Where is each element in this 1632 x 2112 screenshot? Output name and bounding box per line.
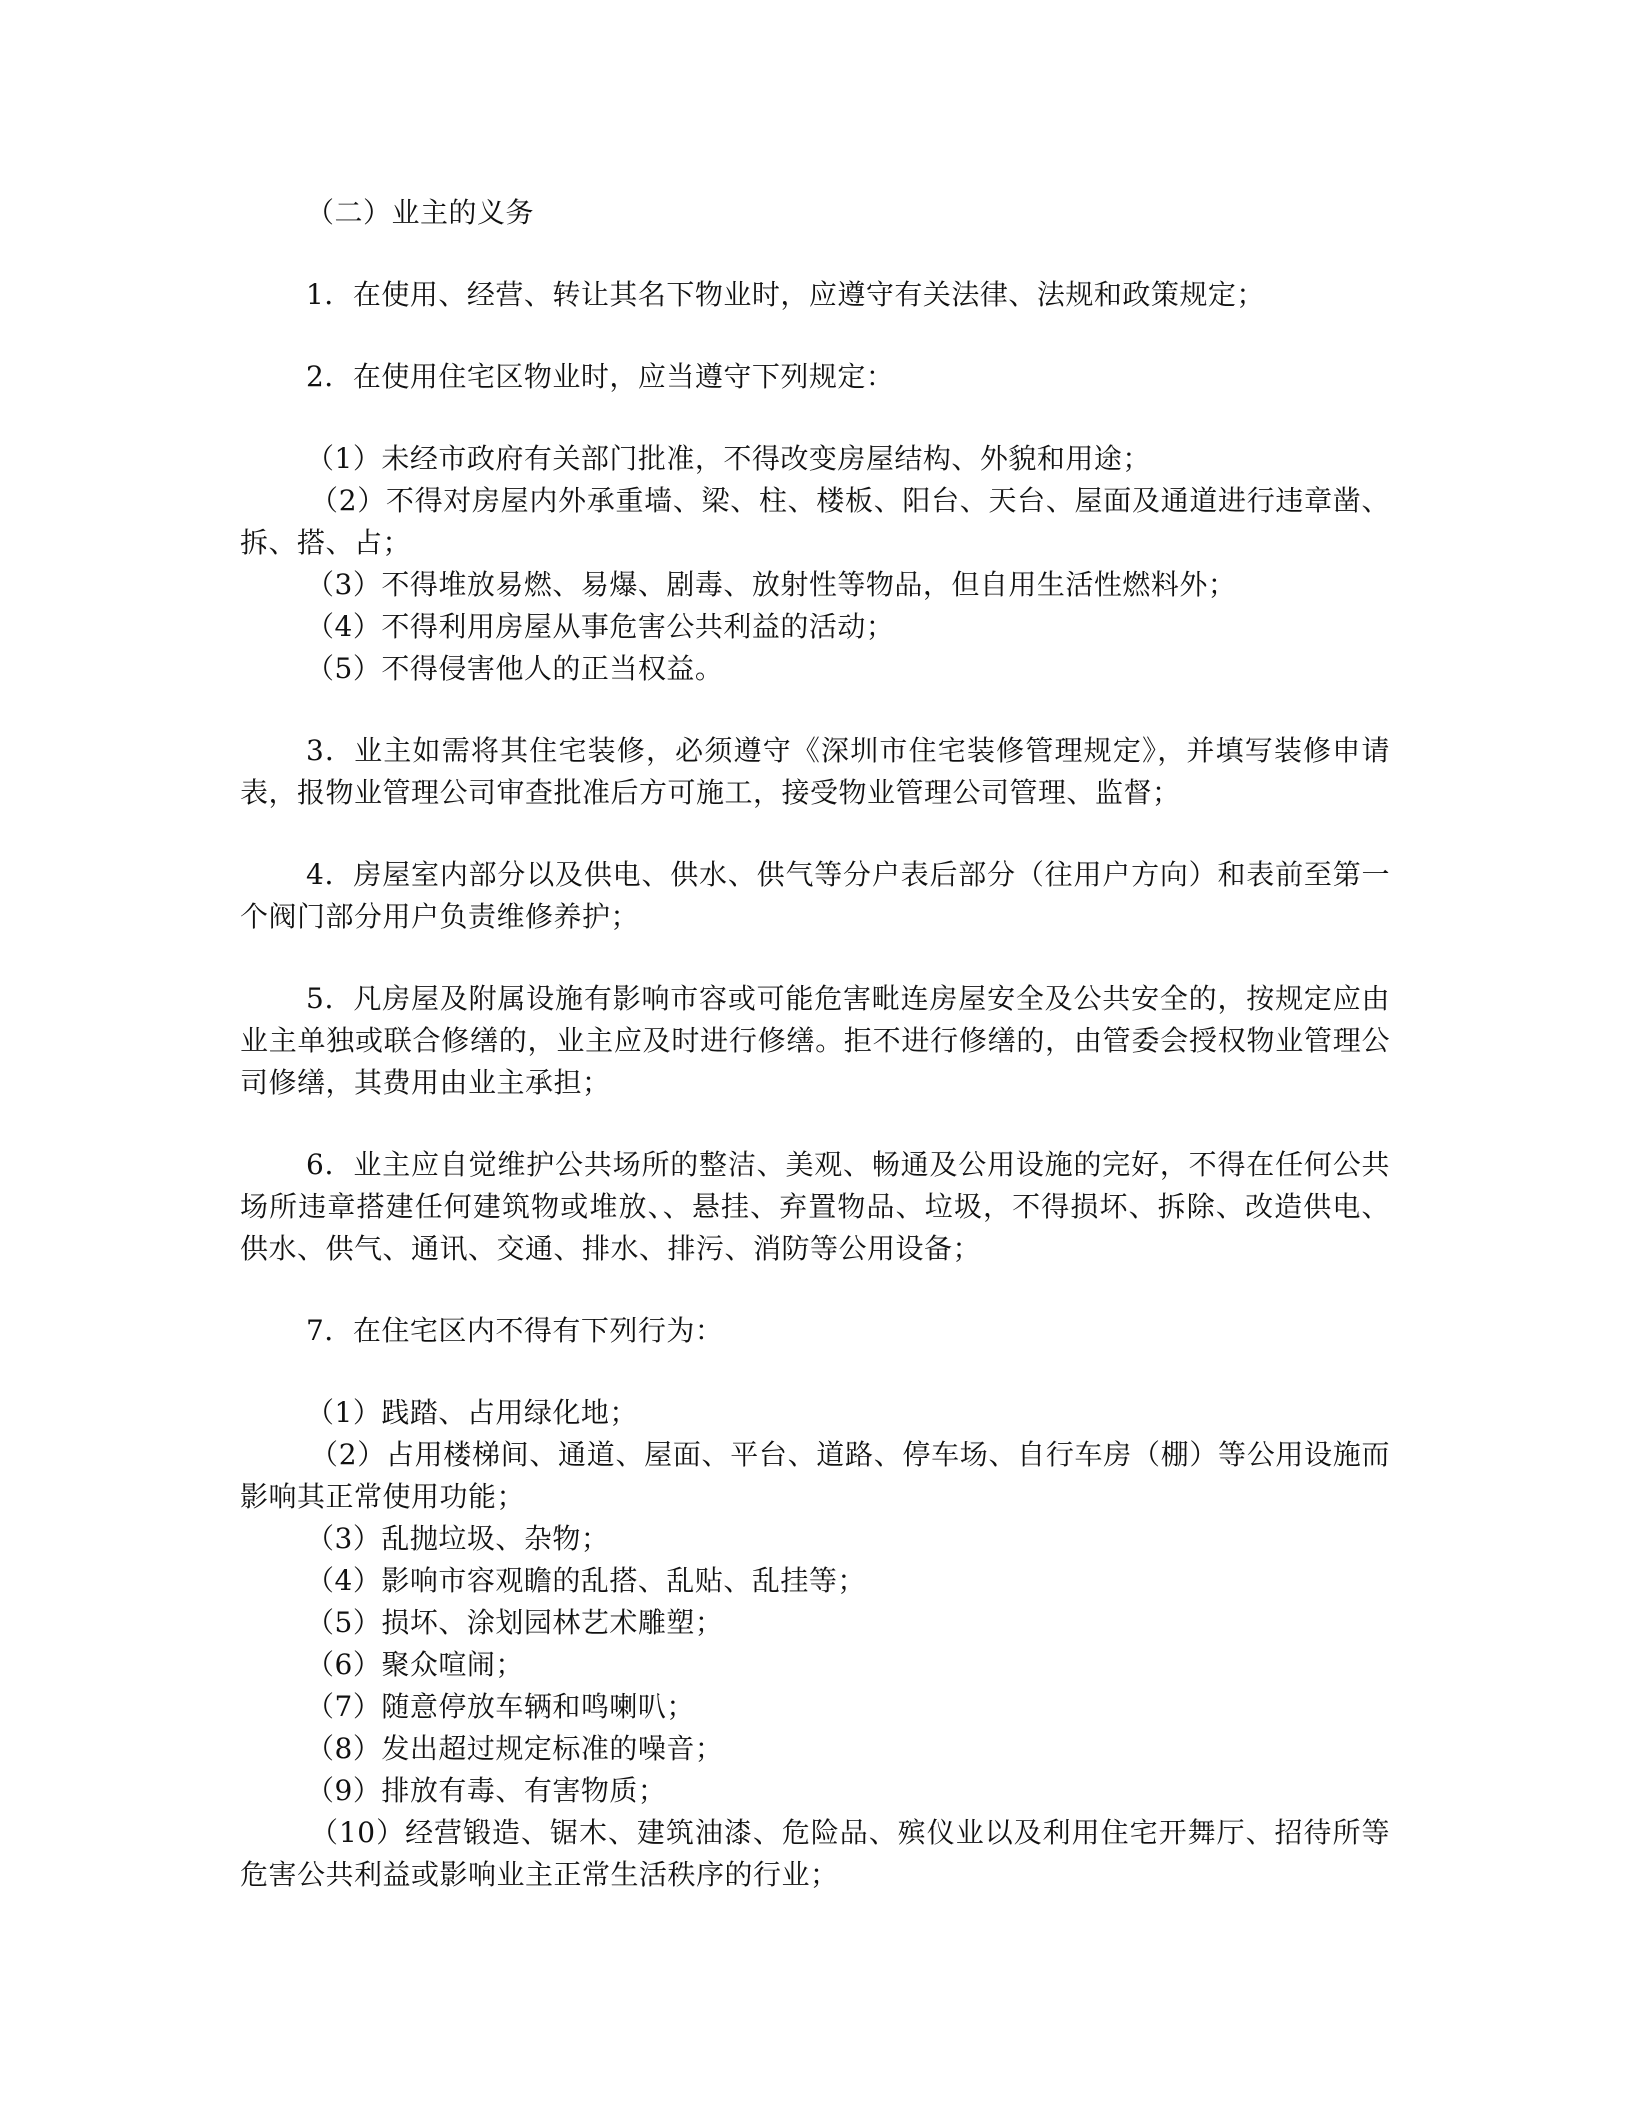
obligation-item-7-sub-2: （2）占用楼梯间、通道、屋面、平台、道路、停车场、自行车房（棚）等公用设施而影响其正常使用功能； (240, 1438, 1390, 1513)
obligation-item-4: 4．房屋室内部分以及供电、供水、供气等分户表后部分（往用户方向）和表前至第一个阀门部分用户负责维修养护； (240, 858, 1390, 933)
obligation-item-1: 1．在使用、经营、转让其名下物业时，应遵守有关法律、法规和政策规定； (306, 278, 1265, 311)
obligation-item-7-sub-9: （9）排放有毒、有害物质； (306, 1774, 667, 1807)
obligation-item-2-sub-3: （3）不得堆放易燃、易爆、剧毒、放射性等物品，但自用生活性燃料外； (306, 568, 1237, 601)
obligation-item-6: 6．业主应自觉维护公共场所的整洁、美观、畅通及公用设施的完好，不得在任何公共场所违章搭建任何建筑物或堆放、、悬挂、弃置物品、垃圾，不得损坏、拆除、改造供电、供水、供气、通讯、交通、排水、排污、消防等公用设备； (240, 1148, 1390, 1265)
obligation-item-7-sub-1: （1）践踏、占用绿化地； (306, 1396, 638, 1429)
obligation-item-7-sub-6: （6）聚众喧闹； (306, 1648, 524, 1681)
obligation-item-2-sub-2: （2）不得对房屋内外承重墙、梁、柱、楼板、阳台、天台、屋面及通道进行违章凿、拆、搭、占； (240, 484, 1390, 559)
obligation-item-2-sub-4: （4）不得利用房屋从事危害公共利益的活动； (306, 610, 895, 643)
section-heading: （二）业主的义务 (306, 196, 535, 229)
obligation-item-5: 5．凡房屋及附属设施有影响市容或可能危害毗连房屋安全及公共安全的，按规定应由业主单独或联合修缮的，业主应及时进行修缮。拒不进行修缮的，由管委会授权物业管理公司修缮，其费用由业主承担； (240, 982, 1390, 1099)
obligation-item-7-sub-3: （3）乱抛垃圾、杂物； (306, 1522, 610, 1555)
obligation-item-7-sub-5: （5）损坏、涂划园林艺术雕塑； (306, 1606, 724, 1639)
obligation-item-7-sub-7: （7）随意停放车辆和鸣喇叭； (306, 1690, 695, 1723)
obligation-item-7-sub-8: （8）发出超过规定标准的噪音； (306, 1732, 724, 1765)
obligation-item-2-sub-1: （1）未经市政府有关部门批准，不得改变房屋结构、外貌和用途； (306, 442, 1151, 475)
obligation-item-7: 7．在住宅区内不得有下列行为： (306, 1314, 724, 1347)
obligation-item-2: 2．在使用住宅区物业时，应当遵守下列规定： (306, 360, 895, 393)
obligation-item-2-sub-5: （5）不得侵害他人的正当权益。 (306, 652, 724, 685)
obligation-item-7-sub-10: （10）经营锻造、锯木、建筑油漆、危险品、殡仪业以及利用住宅开舞厅、招待所等危害公共利益或影响业主正常生活秩序的行业； (240, 1816, 1390, 1891)
document-page (240, 192, 1390, 1896)
obligation-item-3: 3．业主如需将其住宅装修，必须遵守《深圳市住宅装修管理规定》，并填写装修申请表，报物业管理公司审查批准后方可施工，接受物业管理公司管理、监督； (240, 734, 1390, 809)
obligation-item-7-sub-4: （4）影响市容观瞻的乱搭、乱贴、乱挂等； (306, 1564, 866, 1597)
